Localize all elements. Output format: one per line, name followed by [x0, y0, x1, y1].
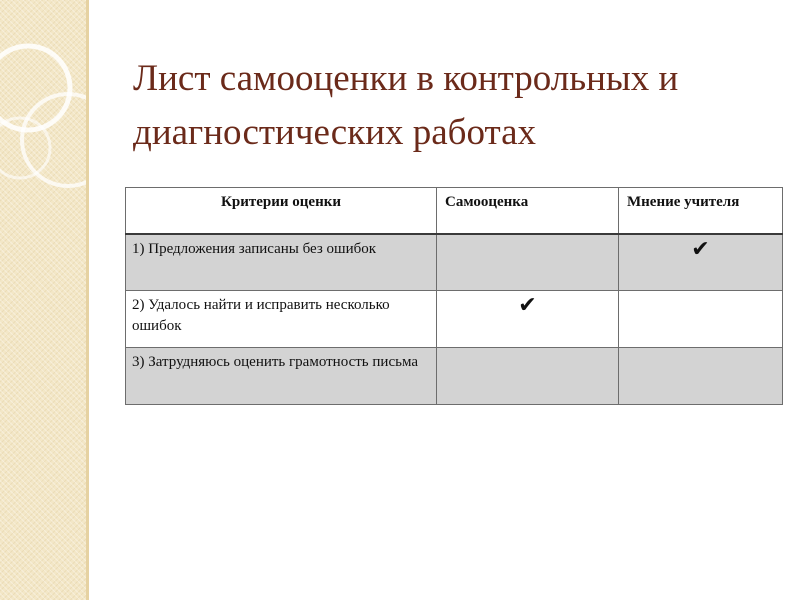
- side-band-edge: [86, 0, 89, 600]
- self-mark-cell[interactable]: [437, 348, 619, 405]
- criterion-cell: 3) Затрудняюсь оценить грамотность письма: [126, 348, 437, 405]
- header-criteria: Критерии оценки: [126, 188, 437, 234]
- table-header-row: [126, 188, 783, 234]
- header-self-assessment: Самооценка: [437, 188, 619, 234]
- teacher-mark-cell[interactable]: [619, 348, 783, 405]
- criterion-cell: 2) Удалось найти и исправить несколько ошибок: [126, 291, 437, 348]
- teacher-mark-cell check-mark-icon[interactable]: ✔: [619, 234, 783, 291]
- slide-title: Лист самооценки в контрольных и диагностических работах: [133, 58, 679, 153]
- self-mark-cell check-mark-icon[interactable]: ✔: [437, 291, 619, 348]
- teacher-mark-cell[interactable]: [619, 291, 783, 348]
- table-row: [126, 348, 783, 405]
- decorative-circles: [0, 0, 88, 600]
- self-mark-cell[interactable]: [437, 234, 619, 291]
- table-row: [126, 234, 783, 291]
- table-row: [126, 291, 783, 348]
- header-teacher-opinion: Мнение учителя: [619, 188, 783, 234]
- criterion-cell: 1) Предложения записаны без ошибок: [126, 234, 437, 291]
- side-decoration-band: [0, 0, 88, 600]
- self-assessment-table: [125, 187, 783, 405]
